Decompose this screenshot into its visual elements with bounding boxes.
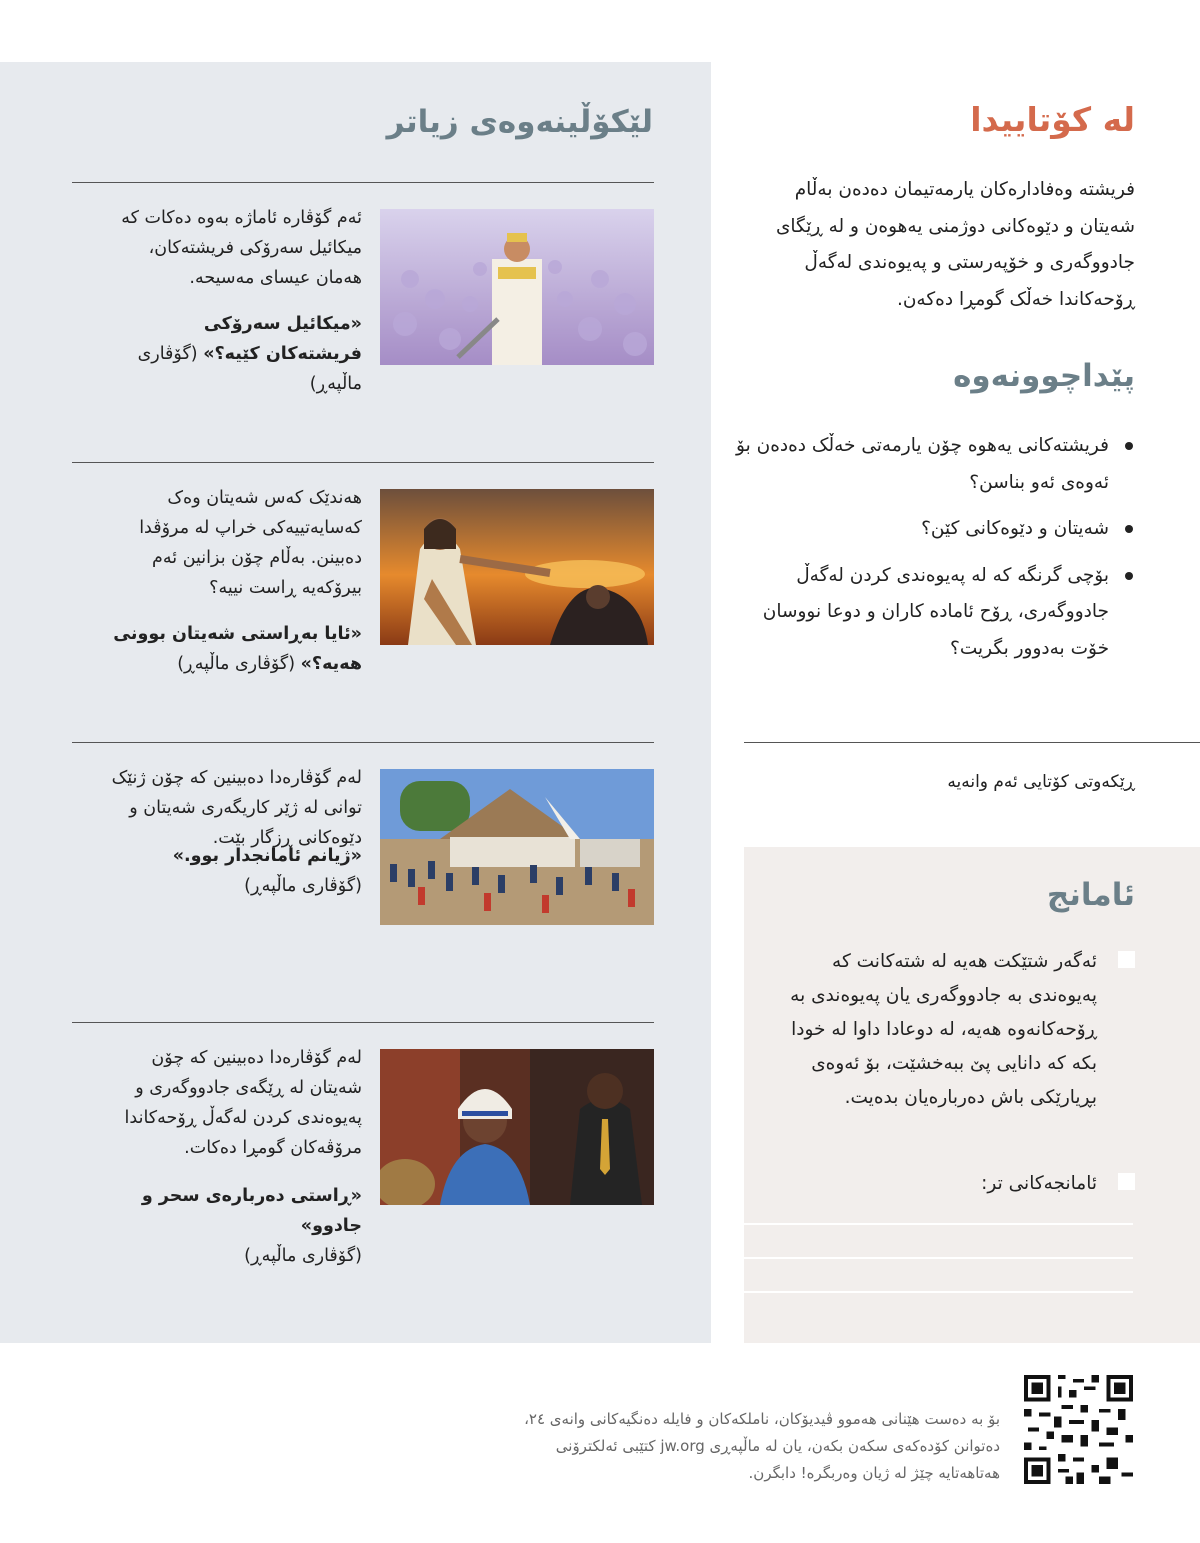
- assignment-task[interactable]: [775, 945, 1135, 1115]
- article-source: (گۆڤاری ماڵپەڕ): [177, 654, 296, 674]
- article-card[interactable]: [72, 742, 654, 975]
- article-title-link[interactable]: «ڕاستی دەربارەی سحر و جادوو»: [141, 1186, 362, 1236]
- review-question: [735, 558, 1135, 668]
- review-question: [735, 428, 1135, 501]
- bullet-icon: [1125, 572, 1133, 580]
- review-question: [735, 511, 1135, 548]
- article-title-link[interactable]: «ئایا بەڕاستی شەیتان بوونی هەیە؟»: [113, 624, 362, 674]
- section-divider: [744, 742, 1200, 743]
- construction-crowd-image[interactable]: [380, 769, 654, 925]
- article-source: (گۆڤاری ماڵپەڕ): [137, 344, 362, 394]
- summary-title: لە کۆتاییدا: [970, 100, 1135, 139]
- jesus-and-satan-image[interactable]: [380, 489, 654, 645]
- summary-text: فریشتە وەفادارەکان یارمەتیمان دەدەن بەڵام شەیتان و دێوەکانی دوژمنی یەهوەن و لە ڕێگای جادووگەری و خۆپەرستی و پەیوەندی لەگەڵ ڕۆحەکاندا خەڵک گومڕا دەکەن.: [775, 179, 1135, 310]
- review-title: پێداچوونەوە: [953, 358, 1135, 394]
- assignment-title: ئامانج: [1046, 877, 1135, 913]
- article-reference[interactable]: [104, 309, 362, 399]
- article-reference[interactable]: [104, 619, 362, 679]
- article-card[interactable]: [72, 182, 654, 415]
- bullet-icon: [1125, 525, 1133, 533]
- review-question-text: فریشتەکانی یەهوە چۆن یارمەتی خەڵک دەدەن بۆ ئەوەی ئەو بناسن؟: [736, 435, 1109, 493]
- article-reference[interactable]: [104, 841, 362, 901]
- footer-text: بۆ بە دەست هێنانی هەموو ڤیدیۆکان، ناملکەکان و فایلە دەنگیەکانی وانەی ٢٤، دەتوانن کۆدەکەی سکەن بکەن، یان لە ماڵپەڕی jw.org کتێبی ئەلکترۆنی هەتاهەتایە چێژ لە ژیان وەربگرە! دابگرن.: [524, 1410, 1000, 1482]
- review-questions-list: [735, 428, 1135, 677]
- article-card[interactable]: [72, 1022, 654, 1266]
- assignment-task-text: ئەگەر شتێکت هەیە لە شتەکانت کە پەیوەندی بە جادووگەری یان پەیوەندی بە ڕۆحەکانەوە هەیە، لە دوعادا داوا لە خودا بکە کە دانایی پێ ببەخشێت، بۆ ئەوەی بڕیارێکی باش دەربارەیان بدەیت.: [790, 951, 1097, 1108]
- review-question-text: بۆچی گرنگە کە لە پەیوەندی کردن لەگەڵ جادووگەری، ڕۆح ئامادە کاران و دوعا نووسان خۆت بەدوور بگریت؟: [762, 564, 1109, 659]
- review-question-text: شەیتان و دێوەکانی کێن؟: [921, 518, 1109, 539]
- article-title-link[interactable]: «ژیانم ئامانجدار بوو.»: [172, 846, 362, 866]
- write-in-line[interactable]: [744, 1291, 1133, 1293]
- bullet-icon: [1125, 442, 1133, 450]
- assignment-task[interactable]: [775, 1167, 1135, 1201]
- article-description: لەم گۆڤارەدا دەبینین کە چۆن شەیتان لە ڕێگەی جادووگەری و پەیوەندی کردن لەگەڵ ڕۆحەکاندا مرۆڤەکان گومڕا دەکات.: [124, 1048, 362, 1158]
- explore-more-title: لێکۆڵینەوەی زیاتر: [386, 104, 653, 140]
- article-reference[interactable]: [104, 1181, 362, 1271]
- article-description: هەندێک کەس شەیتان وەک کەسایەتییەکی خراپ لە مرۆڤدا دەبینن. بەڵام چۆن بزانین ئەم بیرۆکەیە ڕاست نییە؟: [139, 488, 362, 598]
- completion-date-label: ڕێکەوتی کۆتایی ئەم وانەیە: [947, 772, 1135, 792]
- archangel-image[interactable]: [380, 209, 654, 365]
- article-card[interactable]: [72, 462, 654, 695]
- article-description: ئەم گۆڤارە ئاماژە بەوە دەکات کە میکائیل سەرۆکی فریشتەکان، هەمان عیسای مەسیحە.: [121, 208, 362, 288]
- qr-code-icon[interactable]: [1024, 1375, 1133, 1484]
- checkbox-icon[interactable]: [1118, 1173, 1135, 1190]
- article-source: (گۆڤاری ماڵپەڕ): [244, 1246, 362, 1266]
- article-title-link[interactable]: «میکائیل سەرۆکی فریشتەکان کێیە؟»: [203, 314, 362, 364]
- assignment-box: [744, 847, 1200, 1343]
- article-description: لەم گۆڤارەدا دەبینین کە چۆن ژنێک توانی لە ژێر کاریگەری شەیتان و دێوەکانی ڕزگار بێت.: [111, 768, 362, 848]
- article-source: (گۆڤاری ماڵپەڕ): [244, 876, 362, 896]
- checkbox-icon[interactable]: [1118, 951, 1135, 968]
- write-in-line[interactable]: [744, 1223, 1133, 1225]
- explore-more-panel: [0, 62, 711, 1343]
- spirit-medium-image[interactable]: [380, 1049, 654, 1205]
- write-in-line[interactable]: [744, 1257, 1133, 1259]
- assignment-task-text: ئامانجەکانی تر:: [981, 1173, 1097, 1194]
